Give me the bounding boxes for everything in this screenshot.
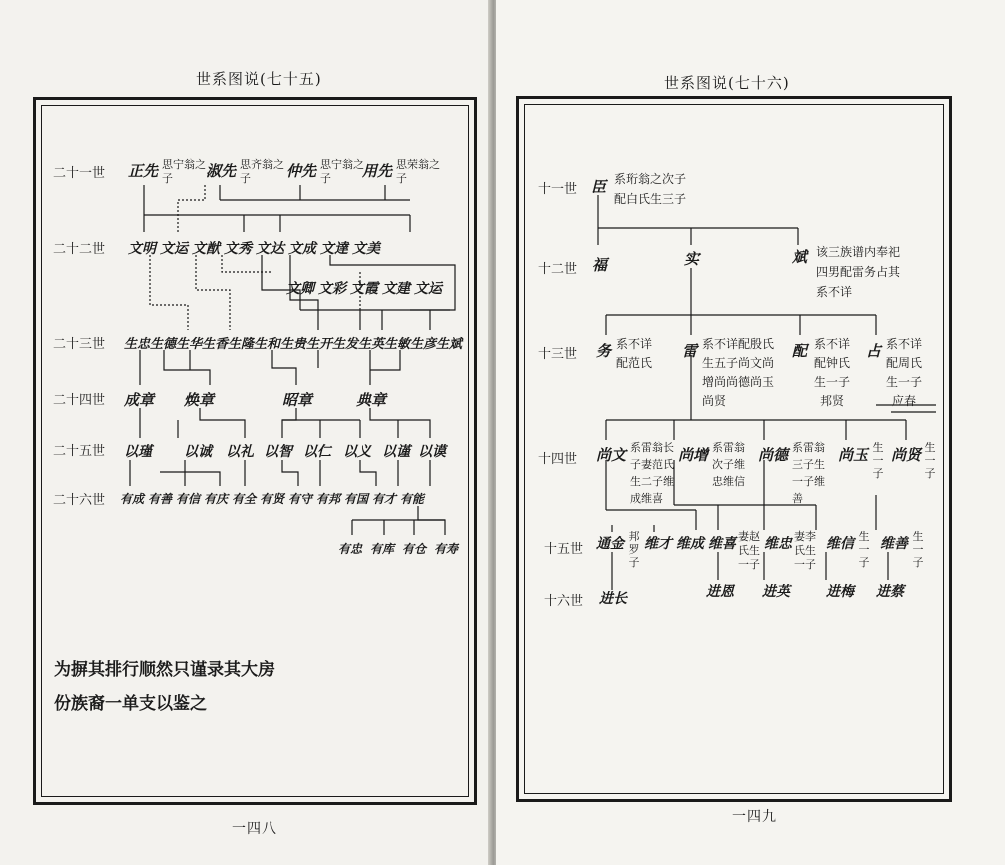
generation-label: 十二世	[538, 262, 578, 277]
descendant-name: 尚增	[678, 446, 709, 464]
descendant-name: 有守	[288, 492, 313, 506]
descendant-name: 尚贤	[891, 446, 922, 464]
generation-label: 二十二世	[53, 242, 106, 257]
descendant-name: 进英	[762, 584, 790, 600]
descendant-name: 占	[866, 342, 882, 360]
ancestor-name: 淑先	[206, 162, 237, 180]
descendant-name: 以谟	[418, 444, 446, 460]
ancestor-note: 思宁翁之子	[320, 158, 364, 185]
descendant-name: 生彦	[410, 337, 437, 352]
descendant-name: 昭章	[282, 391, 313, 409]
note: 生一子	[886, 375, 923, 389]
note: 配范氏	[616, 356, 653, 370]
descendant-name: 有才	[372, 492, 397, 506]
note: 邦贤	[820, 394, 845, 408]
ancestor-note: 系珩翁之次子	[614, 172, 687, 186]
descendant-name: 有善	[148, 492, 173, 506]
descendant-name: 有库	[370, 542, 395, 556]
descendant-name: 进恩	[706, 584, 734, 600]
note: 四男配雷务占其	[816, 265, 901, 279]
descendant-name: 生开	[306, 337, 333, 352]
descendant-name: 配	[792, 342, 808, 360]
descendant-name: 维善	[880, 536, 908, 552]
ancestor-note: 思宁翁之子	[162, 158, 206, 185]
descendant-name: 有全	[232, 492, 257, 506]
descendant-name: 生忠	[124, 337, 151, 352]
page-number-left: 一四八	[232, 821, 277, 837]
descendant-name: 实	[684, 250, 700, 268]
footnote-line-2: 份族裔一单支以鉴之	[54, 694, 207, 714]
note: 善	[792, 492, 803, 505]
ancestor-note: 思齐翁之子	[240, 158, 284, 185]
generation-label: 二十四世	[53, 393, 106, 408]
page-title-left: 世系图说(七十五)	[196, 70, 322, 88]
ancestor-note: 配白氏生三子	[614, 192, 687, 206]
generation-label: 二十六世	[53, 493, 106, 508]
ancestor-name: 臣	[591, 178, 607, 196]
descendant-name: 焕章	[184, 391, 215, 409]
generation-label: 二十五世	[53, 444, 106, 459]
descendant-name: 生敏	[384, 337, 411, 352]
descendant-name: 生发	[332, 337, 359, 352]
ancestor-name: 仲先	[286, 162, 317, 180]
descendant-name: 典章	[356, 391, 387, 409]
descendant-name: 生德	[150, 337, 177, 352]
note: 配周氏	[886, 356, 923, 370]
descendant-name: 以智	[264, 444, 292, 460]
lineage-lines-right	[496, 0, 1005, 865]
note: 系不详配殷氏	[702, 337, 775, 351]
descendant-name: 进蔡	[876, 584, 904, 600]
descendant-name: 生斌	[436, 337, 463, 352]
descendant-name: 生华	[176, 337, 203, 352]
descendant-name: 有忠	[338, 542, 363, 556]
note: 忠维信	[712, 475, 745, 488]
ancestor-name: 正先	[128, 162, 159, 180]
note: 系雷翁	[792, 441, 825, 454]
ancestor-name: 用先	[362, 162, 393, 180]
note: 系不详	[816, 285, 853, 299]
note: 三子生	[792, 458, 825, 471]
note: 系不详	[814, 337, 851, 351]
note: 生一子	[912, 530, 924, 569]
descendant-name: 维信	[826, 536, 854, 552]
note: 妻李氏生一子	[794, 530, 816, 571]
note: 次子维	[712, 458, 745, 471]
descendant-name: 有信	[176, 492, 201, 506]
note: 生一子	[924, 441, 936, 480]
descendant-name: 文美	[352, 241, 380, 257]
note: 生一子	[814, 375, 851, 389]
page-title-right: 世系图说(七十六)	[664, 74, 790, 92]
descendant-name: 文猷	[192, 241, 220, 257]
ancestor-note: 思荣翁之子	[396, 158, 440, 185]
descendant-name: 有成	[120, 492, 145, 506]
descendant-name: 维成	[676, 536, 704, 552]
descendant-name: 以瑾	[124, 444, 152, 460]
descendant-name: 生香	[202, 337, 229, 352]
note: 一子维	[792, 475, 825, 488]
descendant-name: 有寿	[434, 542, 459, 556]
descendant-name: 福	[592, 256, 608, 274]
generation-label: 十四世	[538, 452, 578, 467]
note: 妻赵氏生一子	[738, 530, 760, 571]
note: 邦罗子	[628, 530, 640, 569]
lineage-lines-left	[0, 0, 492, 865]
descendant-name: 维才	[644, 536, 672, 552]
note: 成维喜	[630, 492, 663, 505]
note: 系雷翁	[712, 441, 745, 454]
descendant-name: 文达	[256, 241, 284, 257]
descendant-name: 斌	[792, 248, 808, 266]
note: 生一子	[858, 530, 870, 569]
note: 系雷翁长	[630, 441, 674, 454]
note: 应春	[892, 394, 917, 408]
descendant-name: 维喜	[708, 536, 736, 552]
descendant-name: 以义	[343, 444, 371, 460]
descendant-name: 有仓	[402, 542, 427, 556]
descendant-name: 有能	[400, 492, 425, 506]
descendant-name: 文彩	[318, 281, 346, 297]
descendant-name: 以诚	[184, 444, 212, 460]
generation-label: 十五世	[544, 542, 584, 557]
note: 增尚尚德尚玉	[702, 375, 775, 389]
note: 该三族谱内奉祀	[816, 245, 901, 259]
note: 子妻范氏	[630, 458, 674, 471]
note: 系不详	[616, 337, 653, 351]
descendant-name: 以仁	[303, 444, 331, 460]
descendant-name: 有庆	[204, 492, 229, 506]
descendant-name: 进梅	[826, 584, 854, 600]
page-number-right: 一四九	[732, 809, 777, 825]
descendant-name: 生英	[358, 337, 385, 352]
descendant-name: 维忠	[764, 536, 792, 552]
descendant-name: 有贤	[260, 492, 285, 506]
note: 配钟氏	[814, 356, 851, 370]
descendant-name: 务	[596, 342, 612, 360]
descendant-name: 生贵	[280, 337, 307, 352]
descendant-name: 文卿	[286, 281, 314, 297]
descendant-name: 文霞	[350, 281, 378, 297]
descendant-name: 以谨	[382, 444, 410, 460]
descendant-name: 尚文	[596, 446, 627, 464]
left-page	[0, 0, 492, 865]
descendant-name: 文建	[382, 281, 410, 297]
descendant-name: 生和	[254, 337, 281, 352]
note: 生五子尚文尚	[702, 356, 775, 370]
generation-label: 十六世	[544, 594, 584, 609]
descendant-name: 进长	[599, 591, 627, 607]
note: 生一子	[872, 441, 884, 480]
right-page	[496, 0, 1005, 865]
descendant-name: 尚玉	[838, 446, 869, 464]
generation-label: 十一世	[538, 182, 578, 197]
descendant-name: 通金	[596, 536, 624, 552]
descendant-name: 生隆	[228, 337, 255, 352]
descendant-name: 文运	[414, 281, 442, 297]
descendant-name: 雷	[682, 342, 698, 360]
descendant-name: 有国	[344, 492, 369, 506]
descendant-name: 以礼	[226, 444, 254, 460]
generation-label: 二十一世	[53, 166, 106, 181]
descendant-name: 有邦	[316, 492, 341, 506]
generation-label: 二十三世	[53, 337, 106, 352]
descendant-name: 文运	[160, 241, 188, 257]
descendant-name: 文成	[288, 241, 316, 257]
descendant-name: 尚德	[758, 446, 789, 464]
descendant-name: 文秀	[224, 241, 252, 257]
note: 生二子维	[630, 475, 674, 488]
note: 系不详	[886, 337, 923, 351]
descendant-name: 文達	[320, 241, 348, 257]
footnote-line-1: 为摒其排行顺然只谨录其大房	[54, 660, 275, 680]
generation-label: 十三世	[538, 347, 578, 362]
descendant-name: 成章	[124, 391, 155, 409]
descendant-name: 文明	[128, 241, 156, 257]
note: 尚贤	[702, 394, 727, 408]
